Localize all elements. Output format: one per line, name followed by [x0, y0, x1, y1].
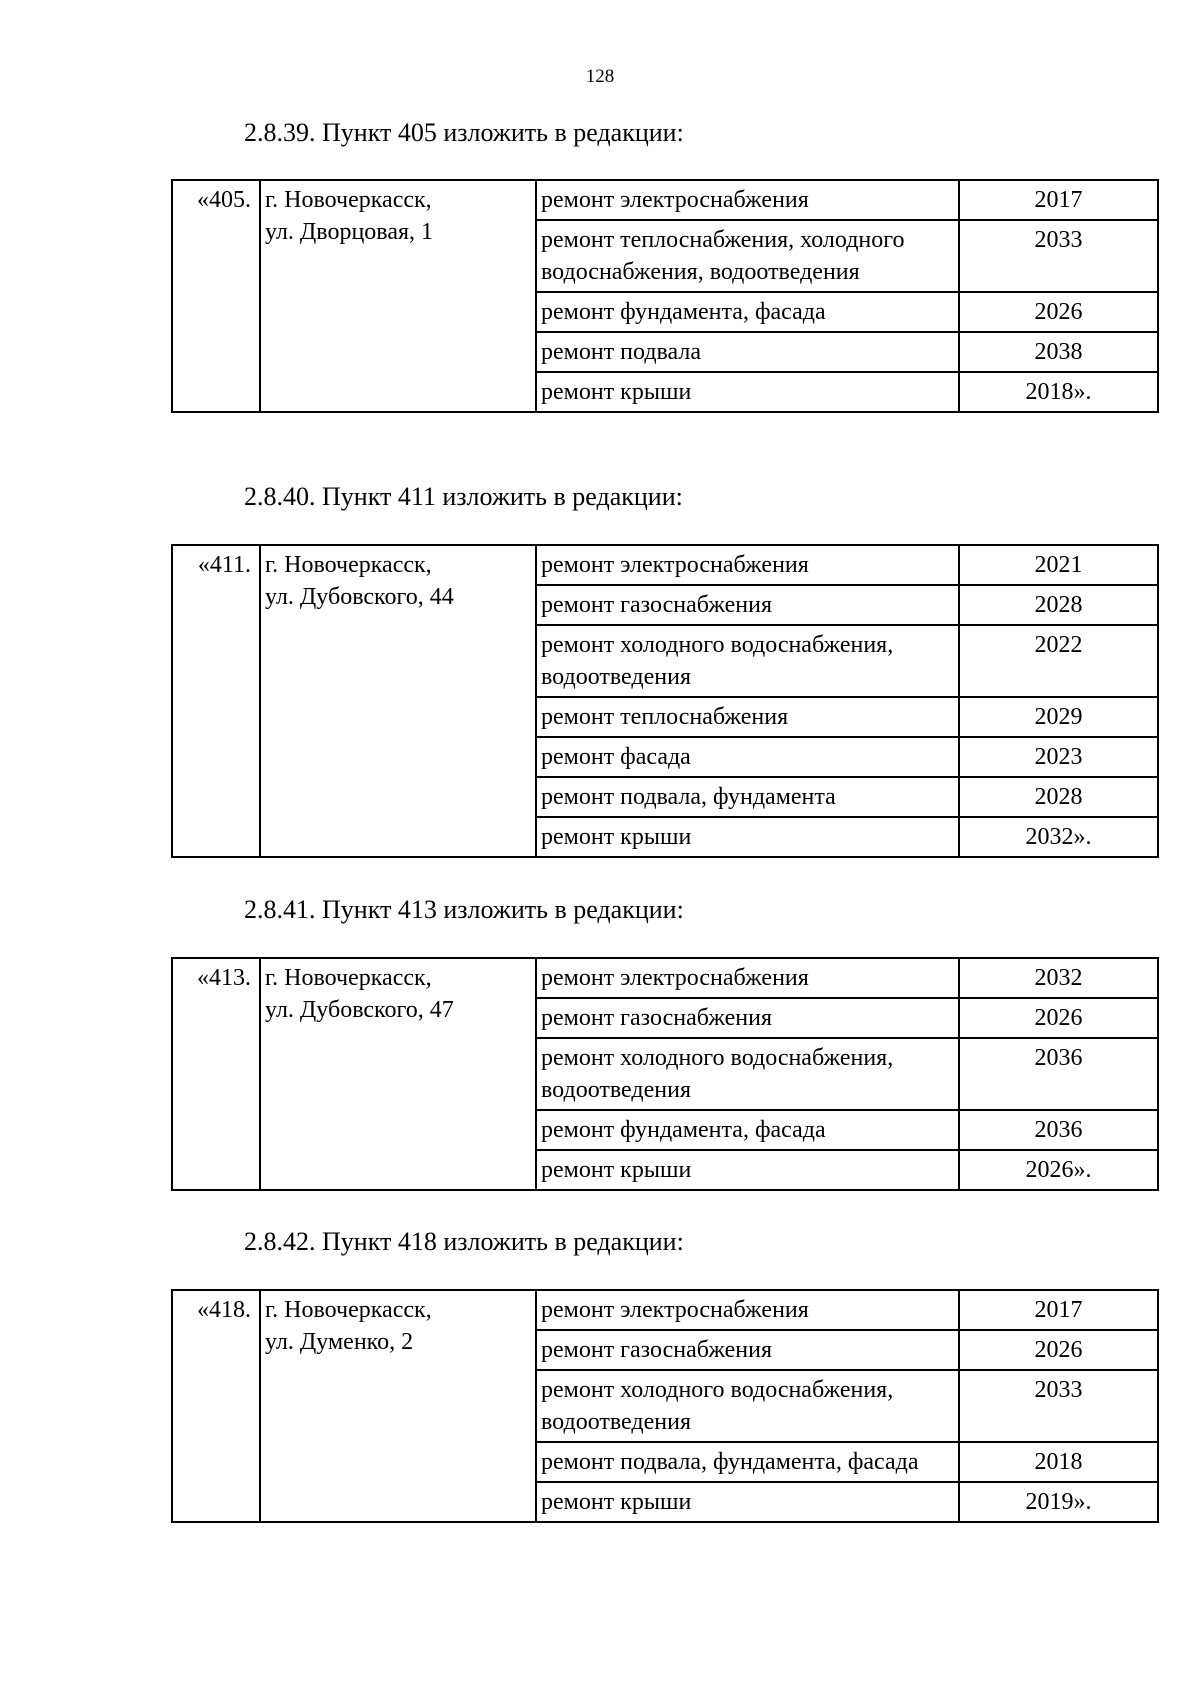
work-cell: ремонт крыши	[536, 817, 959, 857]
year-cell: 2029	[959, 697, 1158, 737]
address-city: г. Новочеркасск,	[265, 965, 432, 991]
work-cell: ремонт электроснабжения	[536, 180, 959, 220]
address-street: ул. Дворцовая, 1	[265, 219, 434, 245]
page-number: 128	[585, 66, 615, 87]
work-cell: ремонт электроснабжения	[536, 958, 959, 998]
work-cell: ремонт газоснабжения	[536, 1330, 959, 1370]
year-cell: 2036	[959, 1038, 1158, 1110]
address-cell	[260, 1290, 536, 1522]
address-cell	[260, 545, 536, 857]
section-heading-411: 2.8.40. Пункт 411 изложить в редакции:	[244, 482, 683, 511]
year-cell: 2021	[959, 545, 1158, 585]
year-cell: 2019».	[959, 1482, 1158, 1522]
work-cell: ремонт газоснабжения	[536, 585, 959, 625]
table-row	[172, 545, 1158, 585]
work-cell: ремонт подвала	[536, 332, 959, 372]
schedule-table-413	[171, 957, 1159, 1191]
item-number: «411.	[172, 545, 260, 857]
year-cell: 2028	[959, 585, 1158, 625]
table-row	[172, 958, 1158, 998]
year-cell: 2032».	[959, 817, 1158, 857]
address-city: г. Новочеркасск,	[265, 1297, 432, 1323]
year-cell: 2022	[959, 625, 1158, 697]
work-cell: ремонт электроснабжения	[536, 1290, 959, 1330]
schedule-table-405	[171, 179, 1159, 413]
work-cell: ремонт фундамента, фасада	[536, 1110, 959, 1150]
year-cell: 2017	[959, 1290, 1158, 1330]
work-cell: ремонт фасада	[536, 737, 959, 777]
section-heading-418: 2.8.42. Пункт 418 изложить в редакции:	[244, 1227, 684, 1256]
year-cell: 2023	[959, 737, 1158, 777]
item-number: «405.	[172, 180, 260, 412]
address-street: ул. Думенко, 2	[265, 1329, 414, 1355]
work-cell: ремонт крыши	[536, 1150, 959, 1190]
year-cell: 2017	[959, 180, 1158, 220]
table-row	[172, 180, 1158, 220]
year-cell: 2026	[959, 1330, 1158, 1370]
work-cell: ремонт холодного водоснабжения, водоотведения	[536, 1038, 959, 1110]
year-cell: 2018».	[959, 372, 1158, 412]
year-cell: 2026	[959, 998, 1158, 1038]
year-cell: 2033	[959, 220, 1158, 292]
work-cell: ремонт теплоснабжения	[536, 697, 959, 737]
work-cell: ремонт фундамента, фасада	[536, 292, 959, 332]
address-city: г. Новочеркасск,	[265, 552, 432, 578]
year-cell: 2026	[959, 292, 1158, 332]
work-cell: ремонт крыши	[536, 372, 959, 412]
year-cell: 2018	[959, 1442, 1158, 1482]
schedule-table-418	[171, 1289, 1159, 1523]
item-number: «418.	[172, 1290, 260, 1522]
section-heading-413: 2.8.41. Пункт 413 изложить в редакции:	[244, 895, 684, 924]
work-cell: ремонт газоснабжения	[536, 998, 959, 1038]
address-cell	[260, 180, 536, 412]
item-number: «413.	[172, 958, 260, 1190]
address-city: г. Новочеркасск,	[265, 187, 432, 213]
work-cell: ремонт электроснабжения	[536, 545, 959, 585]
section-heading-405: 2.8.39. Пункт 405 изложить в редакции:	[244, 118, 684, 147]
year-cell: 2028	[959, 777, 1158, 817]
schedule-table-411	[171, 544, 1159, 858]
year-cell: 2032	[959, 958, 1158, 998]
work-cell: ремонт холодного водоснабжения, водоотведения	[536, 1370, 959, 1442]
year-cell: 2026».	[959, 1150, 1158, 1190]
work-cell: ремонт крыши	[536, 1482, 959, 1522]
year-cell: 2033	[959, 1370, 1158, 1442]
address-street: ул. Дубовского, 47	[265, 997, 454, 1023]
work-cell: ремонт подвала, фундамента	[536, 777, 959, 817]
work-cell: ремонт теплоснабжения, холодного водоснабжения, водоотведения	[536, 220, 959, 292]
work-cell: ремонт подвала, фундамента, фасада	[536, 1442, 959, 1482]
address-cell	[260, 958, 536, 1190]
year-cell: 2038	[959, 332, 1158, 372]
address-street: ул. Дубовского, 44	[265, 584, 454, 610]
table-row	[172, 1290, 1158, 1330]
year-cell: 2036	[959, 1110, 1158, 1150]
work-cell: ремонт холодного водоснабжения, водоотведения	[536, 625, 959, 697]
